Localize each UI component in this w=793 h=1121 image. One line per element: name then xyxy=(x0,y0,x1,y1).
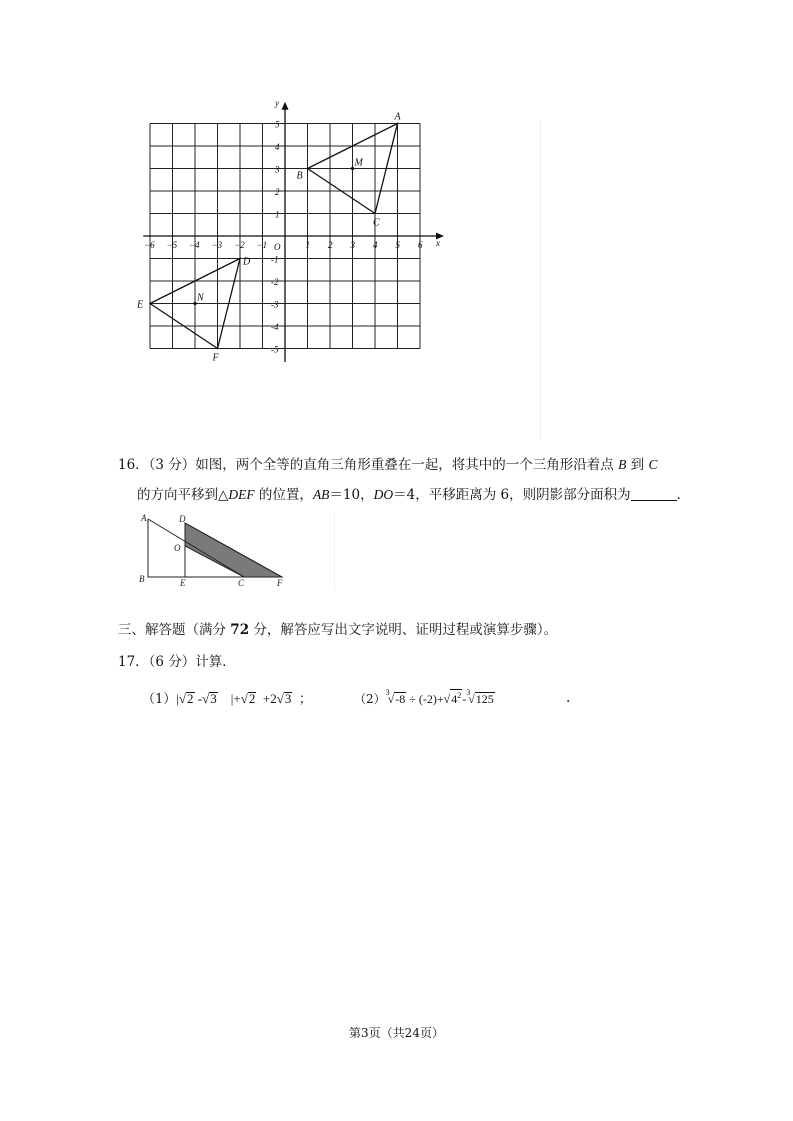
section3-title-a: 三、解答题（满分 xyxy=(118,622,231,638)
q17-part1: （1）|√2 -√3 |+√2 +2√3 ； xyxy=(142,691,312,707)
q17-p1-plus2: +2 xyxy=(262,691,277,706)
y-tick-label: -3 xyxy=(271,299,279,310)
q16-fig-label-f: F xyxy=(277,578,283,588)
scan-artifact-line xyxy=(540,120,541,440)
q17-p1-label: （1） xyxy=(142,692,177,707)
sqrt-2-a: √2 xyxy=(178,691,194,706)
x-tick-label: −2 xyxy=(234,240,245,250)
x-tick-label: −3 xyxy=(211,240,223,250)
y-tick-label: -2 xyxy=(271,277,279,287)
q17-stem: 17．（6 分）计算． xyxy=(118,654,236,670)
q16-point-c: C xyxy=(648,457,658,472)
coordinate-grid-figure xyxy=(130,90,450,370)
x-tick-label: 6 xyxy=(418,240,423,250)
cbrt-125: √125 xyxy=(468,692,494,706)
point-label-a: A xyxy=(394,111,401,123)
q17-p2-minus: - xyxy=(462,692,467,706)
point-label-d: D xyxy=(243,256,251,268)
q16-line1 xyxy=(118,455,657,475)
point-label-c: C xyxy=(373,217,380,229)
q16-def: DEF xyxy=(228,487,255,502)
origin-label: O xyxy=(274,242,281,252)
q16-do: DO xyxy=(373,487,394,502)
q16-fig-label-a: A xyxy=(141,513,147,523)
q17-p2-label: （2） xyxy=(354,692,386,706)
q16-fig-label-b: B xyxy=(139,574,145,584)
y-axis-label: y xyxy=(275,97,279,108)
x-tick-label: −6 xyxy=(144,240,155,250)
q17-p1-semi: ； xyxy=(298,692,312,707)
q16-fig-label-c: C xyxy=(238,578,245,588)
page-footer: 第3页（共24页） xyxy=(349,1026,444,1040)
q17-p1-plus: + xyxy=(233,691,241,706)
point-label-m: M xyxy=(354,157,363,169)
q16-fig-label-d: D xyxy=(179,514,186,524)
q16-point-b: B xyxy=(618,457,627,472)
y-tick-label: -5 xyxy=(271,344,279,355)
cbrt-neg8: √-8 xyxy=(387,692,406,706)
x-tick-label: 3 xyxy=(350,240,355,250)
x-tick-label: −1 xyxy=(256,240,268,250)
y-tick-label: -4 xyxy=(271,322,279,332)
x-axis-label: x xyxy=(436,238,440,248)
q16-line2-a: 的方向平移到△ xyxy=(137,487,229,503)
q16-eq10: ＝10， xyxy=(329,487,374,503)
q16-period: ． xyxy=(676,487,691,503)
q16-line2-b: 的位置， xyxy=(254,487,313,503)
q17-p1-minus: - xyxy=(197,691,203,706)
x-tick-label: −4 xyxy=(189,240,200,250)
sqrt-3-b: √3 xyxy=(276,691,292,706)
point-label-e: E xyxy=(137,299,144,311)
y-tick-label: 3 xyxy=(275,164,280,175)
q16-fig-label-e: E xyxy=(180,578,186,588)
y-tick-label: -1 xyxy=(271,254,279,265)
cbrt-index-b: 3 xyxy=(466,688,471,697)
q17-part2 xyxy=(354,688,495,707)
cbrt-index-a: 3 xyxy=(385,688,390,697)
q16-to: 到 xyxy=(630,457,649,473)
q16-answer-blank[interactable] xyxy=(631,486,677,501)
y-tick-label: 1 xyxy=(275,209,280,220)
q17-p2-dot: . xyxy=(566,690,571,706)
section3-score: 72 xyxy=(230,622,250,638)
point-label-f: F xyxy=(212,352,219,364)
x-tick-label: 5 xyxy=(395,240,400,250)
q17-p2-div: ÷ (-2) xyxy=(406,692,437,706)
x-tick-label: 2 xyxy=(328,240,333,250)
sqrt-3-a: √3 xyxy=(202,691,217,706)
x-tick-label: −5 xyxy=(166,240,178,250)
y-tick-label: 4 xyxy=(275,142,280,152)
q16-eq4: ＝4，平移距离为 6，则阴影部分面积为 xyxy=(393,487,631,503)
x-tick-label: 1 xyxy=(305,240,310,250)
y-axis-arrow xyxy=(282,102,289,110)
section3-title-b: 分，解答应写出文字说明、证明过程或演算步骤）。 xyxy=(249,622,558,638)
section3-title xyxy=(118,620,557,640)
y-tick-label: 5 xyxy=(275,119,280,130)
q17-p2-plus: + xyxy=(436,692,444,706)
q16-triangle-figure xyxy=(136,510,296,590)
q16-line2 xyxy=(137,485,690,505)
scan-artifact-line-2 xyxy=(334,512,335,590)
sqrt-4-sq: $√4^2$ xyxy=(443,691,462,706)
point-label-b: B xyxy=(296,170,303,182)
point-label-n: N xyxy=(197,292,204,304)
y-tick-label: 2 xyxy=(275,187,280,197)
x-tick-label: 4 xyxy=(373,240,378,250)
sqrt-2-b: √2 xyxy=(240,691,256,706)
q16-fig-label-o: O xyxy=(174,543,181,553)
q16-line1-text: 16．（3 分）如图，两个全等的直角三角形重叠在一起，将其中的一个三角形沿着点 xyxy=(118,457,619,473)
q16-ab: AB xyxy=(312,487,330,502)
